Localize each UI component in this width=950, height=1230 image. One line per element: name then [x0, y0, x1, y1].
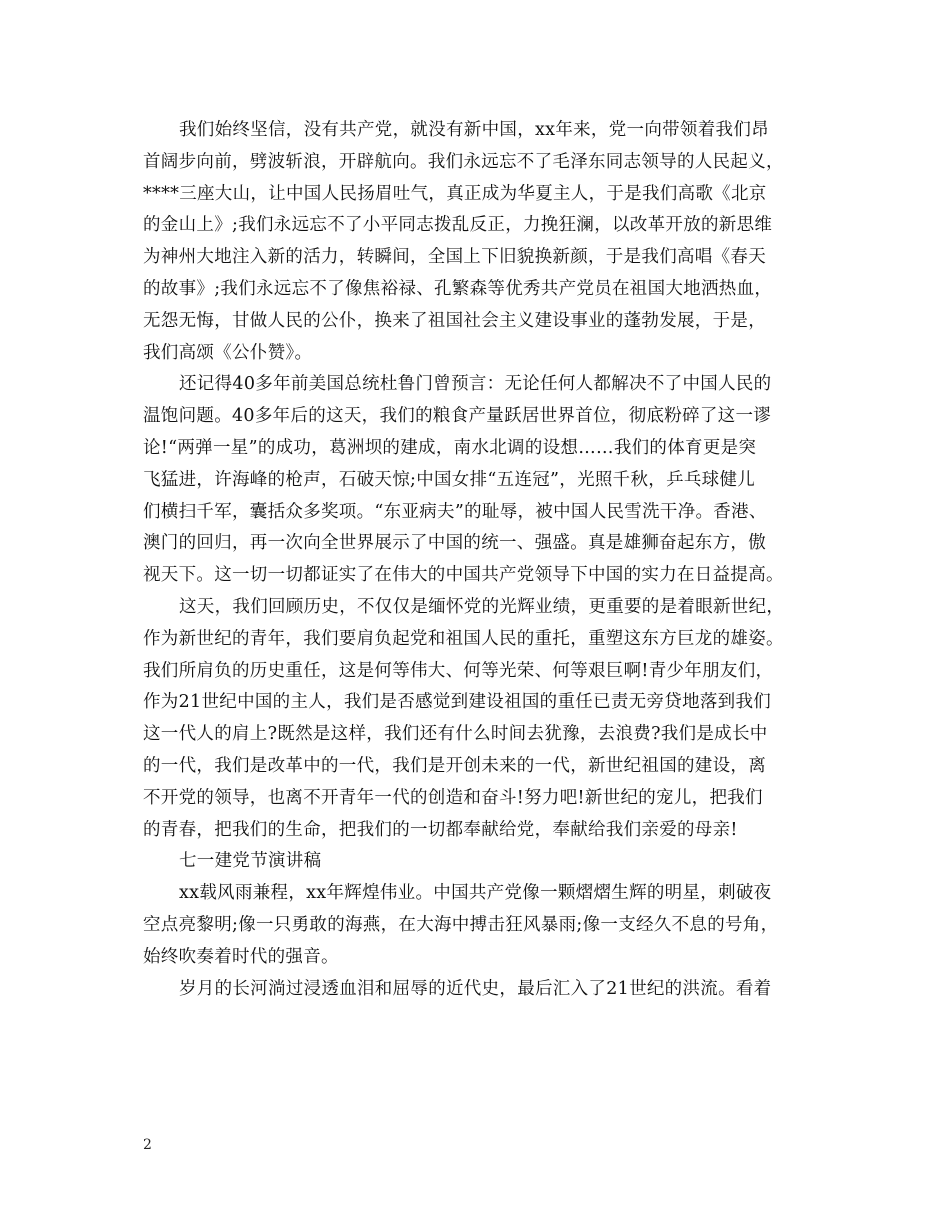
text-line: 视天下。这一切一切都证实了在伟大的中国共产党领导下中国的实力在日益提高。 [143, 565, 784, 586]
document-body [143, 115, 833, 1005]
text-line: xx载风雨兼程，xx年辉煌伟业。中国共产党像一颗熠熠生辉的明星，刺破夜 [179, 883, 772, 904]
page-number: 2 [143, 1137, 152, 1153]
text-line: 澳门的回归，再一次向全世界展示了中国的统一、强盛。真是雄狮奋起东方，傲 [143, 533, 766, 554]
text-line: 空点亮黎明;像一只勇敢的海燕，在大海中搏击狂风暴雨;像一支经久不息的号角， [143, 914, 779, 935]
text-line: 这一代人的肩上?既然是这样，我们还有什么时间去犹豫，去浪费?我们是成长中 [143, 724, 768, 745]
text-line: 岁月的长河淌过浸透血泪和屈辱的近代史，最后汇入了21世纪的洪流。看着 [179, 978, 772, 999]
text-line: 的青春，把我们的生命，把我们的一切都奉献给党，奉献给我们亲爱的母亲! [143, 819, 738, 840]
text-line: 们横扫千军，囊括众多奖项。“东亚病夫”的耻辱，被中国人民雪洗干净。香港、 [143, 501, 767, 522]
text-line: 的金山上》;我们永远忘不了小平同志拨乱反正，力挽狂澜，以改革开放的新思维 [143, 215, 773, 236]
text-line: 不开党的领导，也离不开青年一代的创造和奋斗!努力吧!新世纪的宠儿，把我们 [143, 787, 763, 808]
text-line: 我们所肩负的历史重任，这是何等伟大、何等光荣、何等艰巨啊!青少年朋友们， [143, 660, 774, 681]
text-line: 作为新世纪的青年，我们要肩负起党和祖国人民的重托，重塑这东方巨龙的雄姿。 [143, 628, 784, 649]
text-line: 论!“两弹一星”的成功，葛洲坝的建成，南水北调的设想……我们的体育更是突 [143, 437, 757, 458]
text-line: 始终吹奏着时代的强音。 [143, 946, 339, 967]
text-line: 的一代，我们是改革中的一代，我们是开创未来的一代，新世纪祖国的建设，离 [143, 755, 766, 776]
text-line: 这天，我们回顾历史，不仅仅是缅怀党的光辉业绩，更重要的是着眼新世纪， [179, 596, 785, 617]
text-line: 为神州大地注入新的活力，转瞬间，全国上下旧貌换新颜，于是我们高唱《春天 [143, 247, 766, 268]
text-line: 我们始终坚信，没有共产党，就没有新中国，xx年来，党一向带领着我们昂 [179, 120, 769, 140]
text-line: 还记得40多年前美国总统杜鲁门曾预言：无论任何人都解决不了中国人民的 [179, 374, 772, 395]
text-line: 我们高颂《公仆赞》。 [143, 342, 313, 363]
text-line: 作为21世纪中国的主人，我们是否感觉到建设祖国的重任已责无旁贷地落到我们 [143, 692, 772, 713]
text-line: 无怨无悔，甘做人民的公仆，换来了祖国社会主义建设事业的蓬勃发展，于是， [143, 310, 766, 331]
text-line: 首阔步向前，劈波斩浪，开辟航向。我们永远忘不了毛泽东同志领导的人民起义， [143, 151, 784, 172]
text-line: ****三座大山，让中国人民扬眉吐气，真正成为华夏主人，于是我们高歌《北京 [143, 183, 767, 204]
text-line: 飞猛进，许海峰的枪声，石破天惊;中国女排“五连冠”，光照千秋，乒乓球健儿 [143, 469, 756, 490]
text-line: 温饱问题。40多年后的这天，我们的粮食产量跃居世界首位，彻底粉碎了这一谬 [143, 406, 772, 427]
text-line: 的故事》;我们永远忘不了像焦裕禄、孔繁森等优秀共产党员在祖国大地洒热血， [143, 278, 773, 299]
section-heading: 七一建党节演讲稿 [179, 851, 322, 872]
